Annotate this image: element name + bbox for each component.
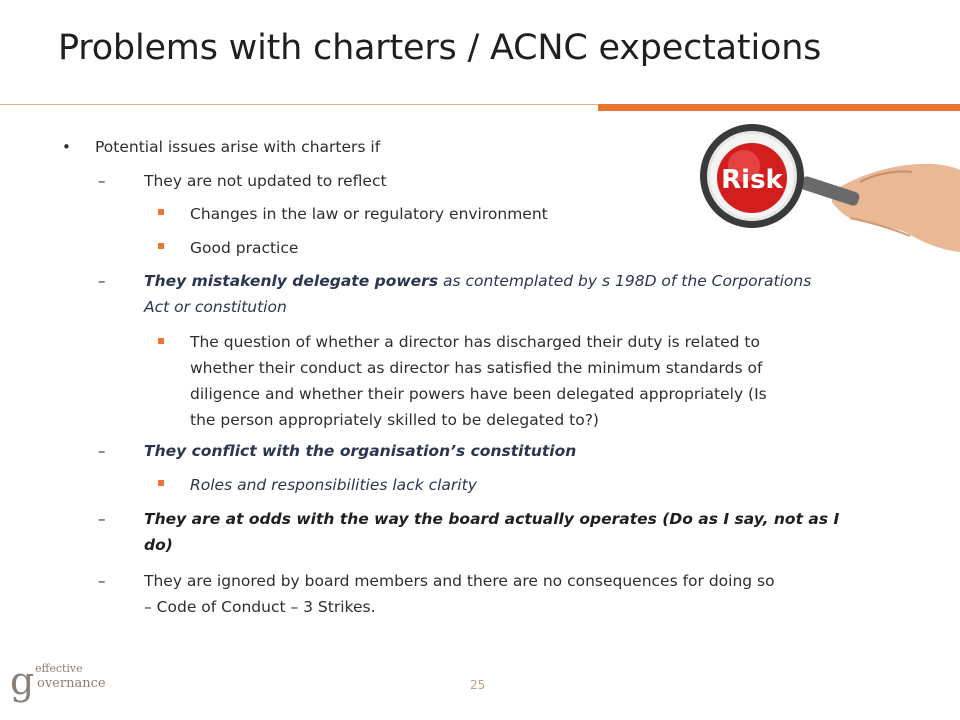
item1-text: They are not updated to reflect <box>144 172 387 190</box>
square-bullet <box>158 338 164 344</box>
dash-marker: – <box>98 572 106 590</box>
logo-initial: g <box>10 659 35 703</box>
item2-sub1-line3: diligence and whether their powers have been delegated appropriately (Is <box>190 385 767 403</box>
item3-sub1: Roles and responsibilities lack clarity <box>190 476 477 494</box>
item5-line2: – Code of Conduct – 3 Strikes. <box>144 598 376 616</box>
slide-title: Problems with charters / ACNC expectations <box>58 28 822 68</box>
item2-line2: Act or constitution <box>144 298 287 316</box>
square-bullet <box>158 480 164 486</box>
bullet-marker: • <box>62 138 71 156</box>
logo-top-word: effective <box>35 662 83 675</box>
title-accent-bar <box>598 104 960 111</box>
effective-governance-logo <box>10 660 120 710</box>
item2-line1 <box>144 268 811 294</box>
item3-text: They conflict with the organisation’s constitution <box>144 442 577 460</box>
risk-label: Risk <box>721 165 783 195</box>
item1-sub2: Good practice <box>190 239 299 257</box>
bullet-level1: Potential issues arise with charters if <box>95 138 381 156</box>
item4-line1: They are at odds with the way the board actually operates (Do as I say, not as I <box>144 510 840 528</box>
page-number: 25 <box>470 678 486 692</box>
dash-marker: – <box>98 172 106 190</box>
dash-marker: – <box>98 510 106 528</box>
item2-sub1-line2: whether their conduct as director has satisfied the minimum standards of <box>190 359 763 377</box>
item2-sub1-line1: The question of whether a director has discharged their duty is related to <box>190 333 760 351</box>
magnifier-risk-icon <box>700 122 960 262</box>
title-divider <box>0 104 598 105</box>
item2-rest: as contemplated by s 198D of the Corporations <box>438 272 812 290</box>
item1-sub1: Changes in the law or regulatory environment <box>190 205 548 223</box>
item2-bold: They mistakenly delegate powers <box>144 272 439 290</box>
item5-line1: They are ignored by board members and there are no consequences for doing so <box>144 572 775 590</box>
dash-marker: – <box>98 272 106 290</box>
square-bullet <box>158 243 164 249</box>
square-bullet <box>158 209 164 215</box>
logo-bottom-word: overnance <box>37 676 106 691</box>
item4-line2: do) <box>144 536 173 554</box>
dash-marker: – <box>98 442 106 460</box>
item2-sub1-line4: the person appropriately skilled to be delegated to?) <box>190 411 599 429</box>
